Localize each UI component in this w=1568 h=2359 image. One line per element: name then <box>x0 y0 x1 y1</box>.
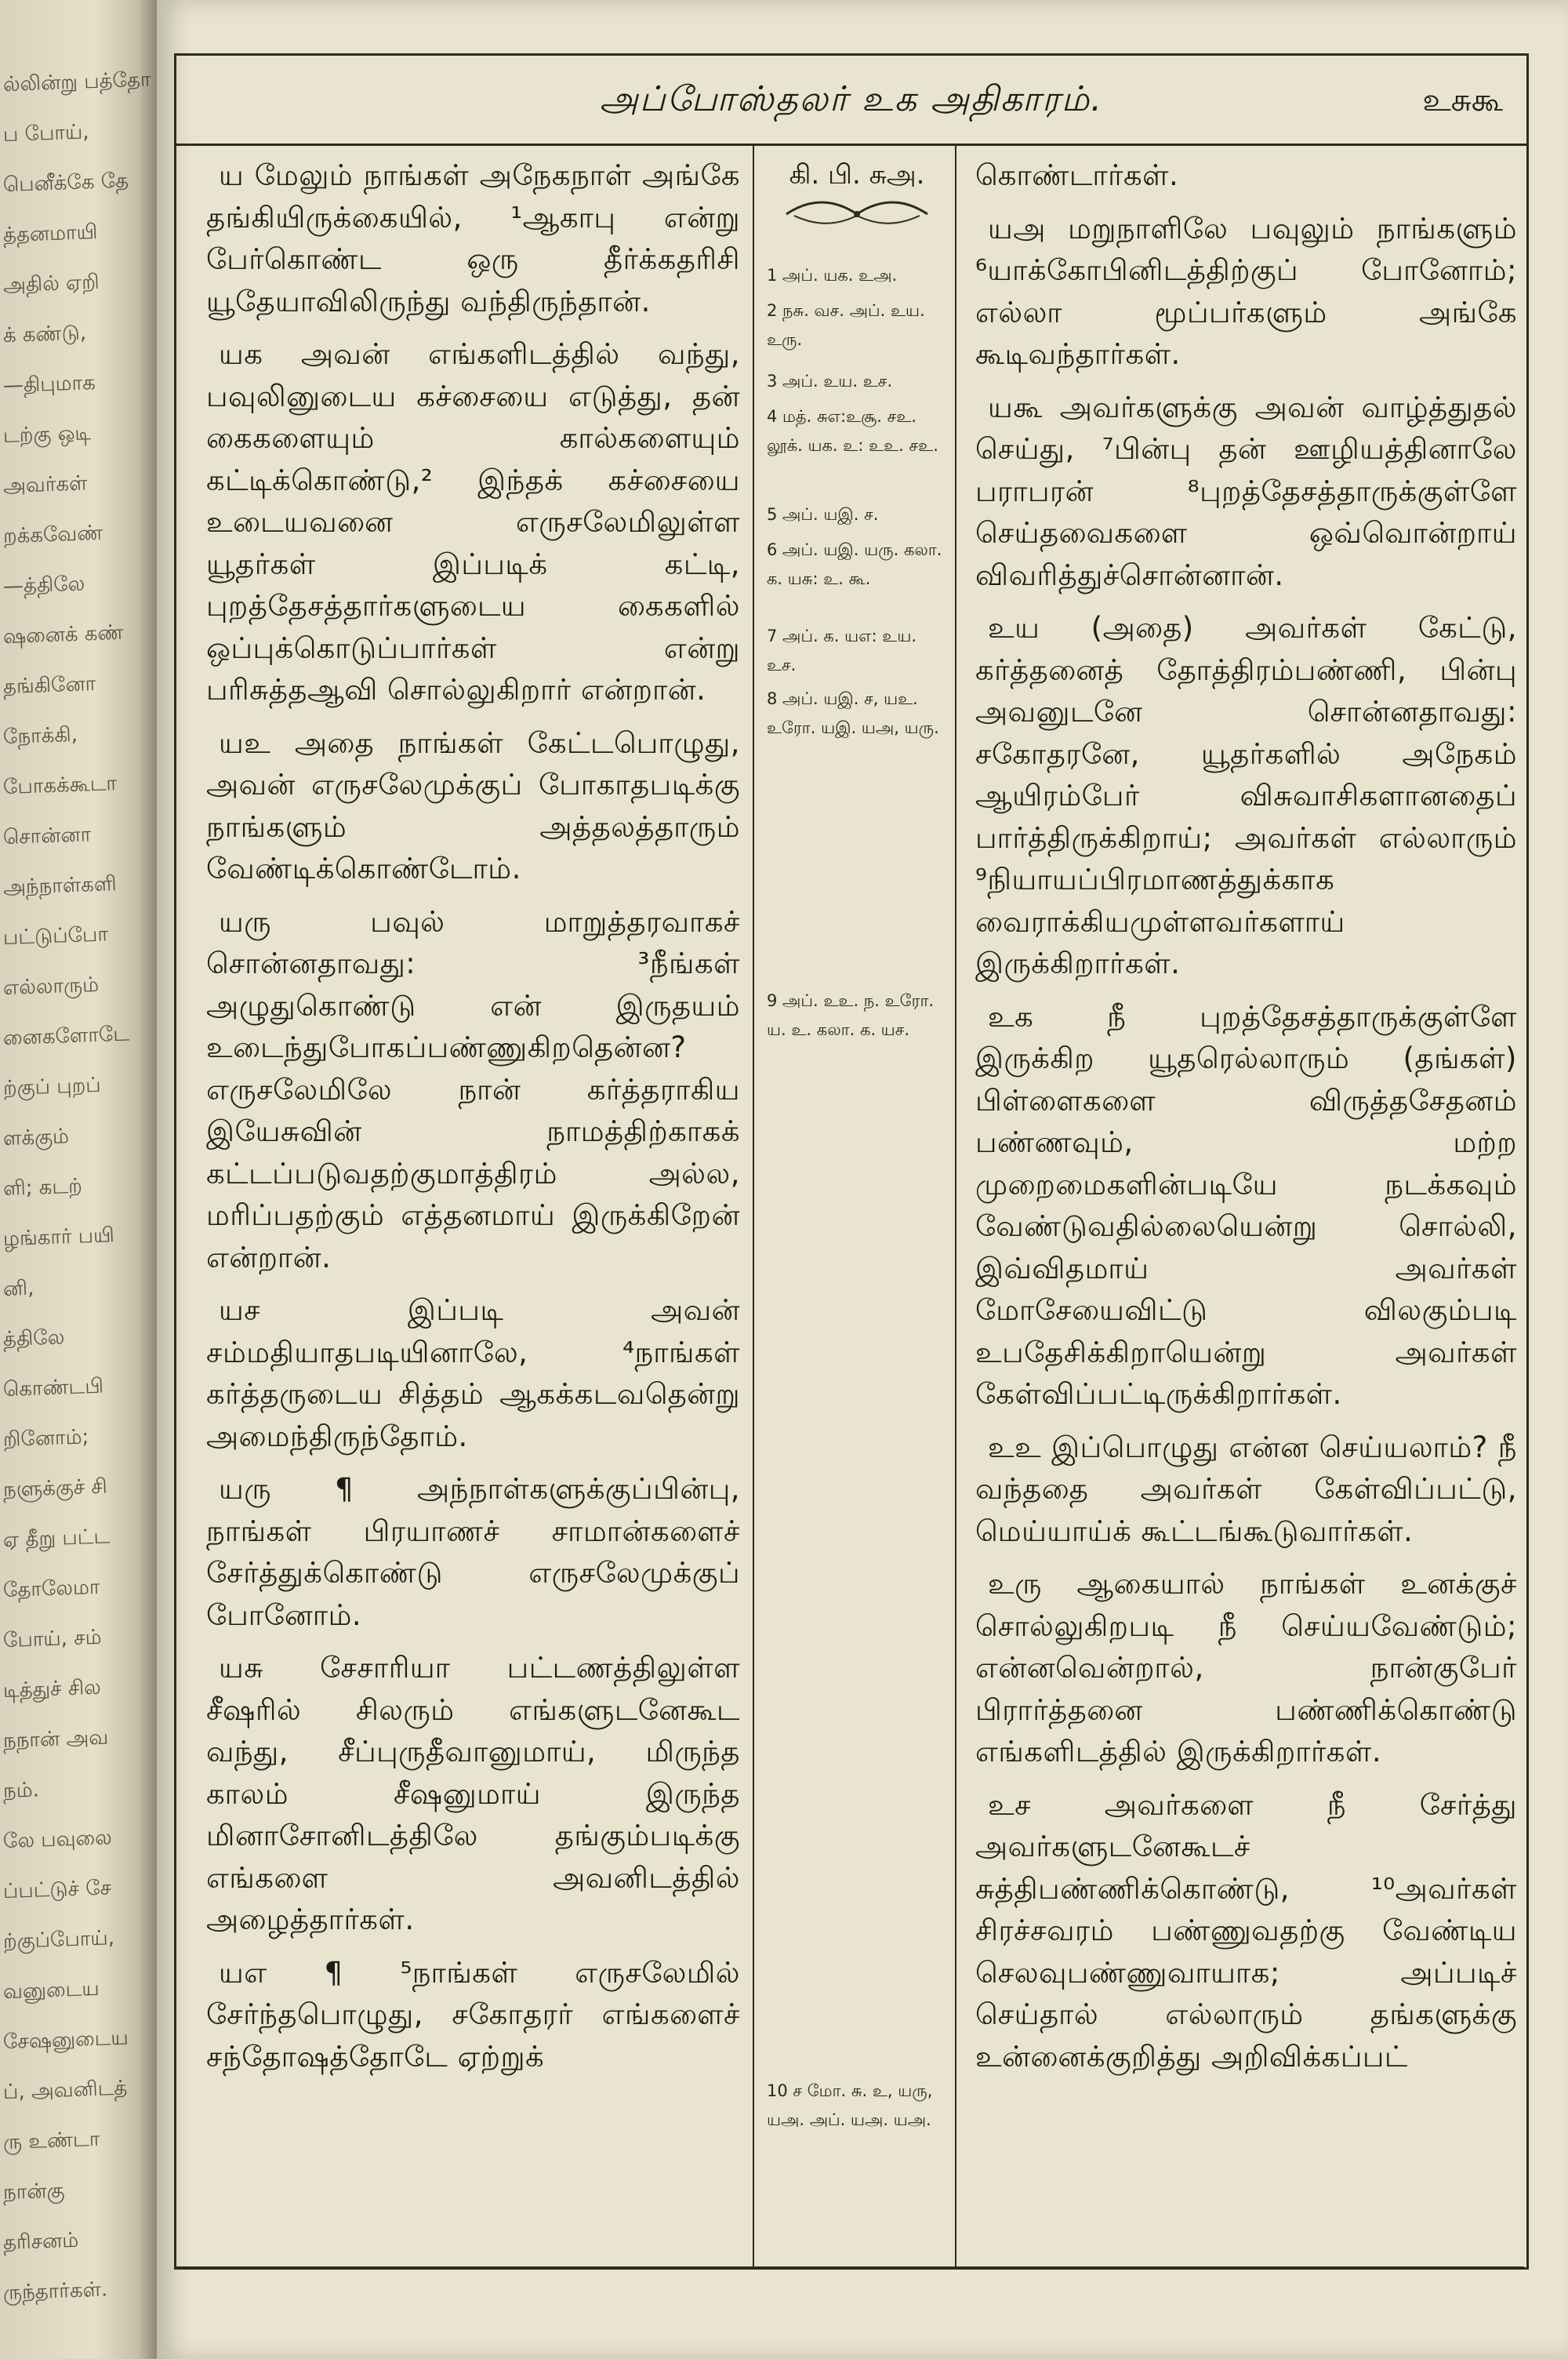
cross-reference: 9 அப். உஉ. ந. உரோ. ய. உ. கலா. க. யச. <box>767 991 935 1039</box>
cross-reference: 10 ச மோ. சு. உ, யரு, யஅ. அப். யஅ. யஅ. <box>767 2081 933 2129</box>
ornament-icon <box>779 198 935 230</box>
previous-page-text-fragment: அவர்கள் <box>2 471 88 499</box>
previous-page-text-fragment: சொன்னா <box>2 823 92 850</box>
verse-paragraph: யஎ ¶ ⁵நாங்கள் எருசலேமில் சேர்ந்தபொழுது, சகோதரர் எங்களைச் சந்தோஷத்தோடே ஏற்றுக் <box>206 1955 740 2074</box>
previous-page-text-fragment: றினோம்; <box>2 1425 89 1452</box>
verse-paragraph: யரு ¶ அந்நாள்களுக்குப்பின்பு, நாங்கள் பிரயாணச் சாமான்களைச் சேர்த்துக்கொண்டு எருசலேமுக்குப் போனோம். <box>206 1472 740 1632</box>
previous-page-text-fragment: எல்லாரும் <box>2 972 100 1001</box>
previous-page-text-fragment: ரு உண்டா <box>2 2127 100 2155</box>
previous-page-text-fragment: ல்லின்று பத்தோ <box>2 67 151 97</box>
book-page <box>157 0 1568 2359</box>
bottom-rule <box>174 2266 1524 2268</box>
previous-page-text-fragment: தோலேமா <box>2 1575 100 1603</box>
year-heading: கி. பி. சுஅ. <box>789 159 925 191</box>
verse-continuation: கொண்டார்கள். <box>975 158 1179 192</box>
previous-page-text-fragment: த்திலே <box>2 1325 65 1352</box>
cross-reference: 2 நசு. வச. அப். உய. உரு. <box>767 301 925 349</box>
verse-paragraph: யச இப்படி அவன் சம்மதியாதபடியினாலே, ⁴நாங்கள் கர்த்தருடைய சித்தம் ஆகக்கடவதென்று அமைந்திருந்தோம். <box>206 1293 740 1453</box>
verse-paragraph: யகூ அவர்களுக்கு அவன் வாழ்த்துதல் செய்து, ⁷பின்பு தன் ஊழியத்தினாலே பராபரன் ⁸புறத்தேசத்தாருக்குள்ளே செய்தவைகளை ஒவ்வொன்றாய் விவரித்துச்சொன்னான். <box>975 390 1517 592</box>
cross-reference: 7 அப். க. யஎ: உய. உச. <box>767 627 917 674</box>
previous-page-text-fragment: நம். <box>2 1778 40 1804</box>
verse-paragraph: உய (அதை) அவர்கள் கேட்டு, கர்த்தனைத் தோத்திரம்பண்ணி, பின்பு அவனுடனே சொன்னதாவது: சகோதரனே, யூதர்களில் அநேகம் ஆயிரம்பேர் விசுவாசிகளானதைப் பார்த்திருக்கிறாய்; அவர்கள் எல்லாரும் ⁹நியாயப்பிரமாணத்துக்காக வைராக்கியமுள்ளவர்களாய் இருக்கிறார்கள். <box>975 611 1517 980</box>
previous-page-text-fragment: போகக்கூடா <box>2 772 118 800</box>
cross-reference: 8 அப். யஇ. ச, யஉ. உரோ. யஇ. யஅ, யரு. <box>767 689 939 737</box>
page-number: உசுகூ <box>1422 82 1503 118</box>
previous-page-text-fragment: னி, <box>2 1276 34 1302</box>
verse-paragraph: யஉ அதை நாங்கள் கேட்டபொழுது, அவன் எருசலேமுக்குப் போகாதபடிக்கு நாங்களும் அத்தலத்தாரும் வேண்டிக்கொண்டோம். <box>206 725 740 885</box>
previous-page-text-fragment: தங்கினோ <box>2 672 96 700</box>
verse-paragraph: யசு சேசாரியா பட்டணத்திலுள்ள சீஷரில் சிலரும் எங்களுடனேகூட வந்து, சீப்புருதீவானுமாய், மிருந்த காலம் சீஷனுமாய் இருந்த மினாசோனிடத்திலே தங்கும்படிக்கு எங்களை அவனிடத்தில் அழைத்தார்கள். <box>206 1651 740 1936</box>
previous-page-text-fragment: க் கண்டு, <box>2 321 87 348</box>
previous-page-text-fragment: பெனீக்கே தே <box>2 169 129 198</box>
previous-page-text-fragment: டித்துச் சில <box>2 1675 102 1703</box>
previous-page-text-fragment: ழங்கார் பயி <box>2 1223 115 1252</box>
previous-page-text-fragment: அந்நாள்களி <box>2 872 118 900</box>
page-header <box>176 56 1526 146</box>
previous-page-text-fragment: வனுடைய <box>2 1976 100 2005</box>
cross-reference: 5 அப். யஇ. ச. <box>767 505 879 524</box>
verse-paragraph: உரு ஆகையால் நாங்கள் உனக்குச் சொல்லுகிறபடி நீ செய்யவேண்டும்; என்னவென்றால், நான்குபேர் பிரார்த்தனை பண்ணிக்கொண்டு எங்களிடத்தில் இருக்கிறார்கள். <box>975 1567 1517 1768</box>
previous-page-text-fragment: றக்கவேண் <box>2 521 103 549</box>
verse-paragraph: உஉ இப்பொழுது என்ன செய்யலாம்? நீ வந்ததை அவர்கள் கேள்விப்பட்டு, மெய்யாய்க் கூட்டங்கூடுவார்கள். <box>975 1430 1517 1548</box>
previous-page-text-fragment: போய், சம் <box>2 1625 102 1653</box>
right-text-column <box>958 144 1526 2267</box>
previous-page-text-fragment: பட்டுப்போ <box>2 922 109 951</box>
previous-page-text-fragment: ஏ தீறு பட்ட <box>2 1525 111 1553</box>
previous-page-text-fragment: —திபுமாக <box>2 371 96 398</box>
previous-page-text-fragment: ளக்கும் <box>2 1125 70 1151</box>
cross-reference: 1 அப். யக. உஅ. <box>767 266 898 285</box>
running-title: அப்போஸ்தலர் உக அதிகாரம். <box>599 79 1104 119</box>
previous-page-text-fragment: னைகளோடே <box>2 1022 130 1051</box>
previous-page-text-fragment: ற்குப் புறப் <box>2 1073 102 1101</box>
previous-page-text-fragment: தரிசனம் <box>2 2228 79 2255</box>
previous-page-text-fragment: ருந்தார்கள். <box>2 2277 108 2306</box>
cross-reference: 3 அப். உய. உச. <box>767 372 893 391</box>
previous-page-text-fragment: நோக்கி, <box>2 722 78 750</box>
cross-reference-column <box>753 144 956 2267</box>
previous-page-text-fragment: ஷனைக் கண் <box>2 620 124 649</box>
verse-paragraph: உச அவர்களை நீ சேர்த்து அவர்களுடனேகூடச் சுத்திபண்ணிக்கொண்டு, ¹⁰அவர்கள் சிரச்சவரம் பண்ணுவதற்கு வேண்டிய செலவுபண்ணுவாயாக; அப்படிச் செய்தால் எல்லாரும் தங்களுக்கு உன்னைக்குறித்து அறிவிக்கப்பட் <box>975 1787 1517 2074</box>
verse-paragraph: உக நீ புறத்தேசத்தாருக்குள்ளே இருக்கிற யூதரெல்லாரும் (தங்கள்) பிள்ளைகளை விருத்தசேதனம் பண்ணவும், மற்ற முறைமைகளின்படியே நடக்கவும் வேண்டுவதில்லையென்று சொல்லி, இவ்விதமாய் அவர்கள் மோசேயைவிட்டு விலகும்படி உபதேசிக்கிறாயென்று அவர்கள் கேள்விப்பட்டிருக்கிறார்கள். <box>975 999 1517 1411</box>
previous-page-text-fragment: ற்குப்போய், <box>2 1926 115 1954</box>
page-frame <box>174 53 1529 2270</box>
previous-page-text-fragment: ப போய், <box>2 120 90 147</box>
verse-paragraph: யரு பவுல் மாறுத்தரவாகச் சொன்னதாவது: ³நீங்கள் அழுதுகொண்டு என் இருதயம் உடைந்துபோகப்பண்ணுகிறதென்ன? எருசலேமிலே நான் கர்த்தராகிய இயேசுவின் நாமத்திற்காகக் கட்டப்படுவதற்குமாத்திரம் அல்ல, மரிப்பதற்கும் எத்தனமாய் இருக்கிறேன் என்றான். <box>206 904 740 1274</box>
cross-reference: 4 மத். சுஎ:உசூ. சஉ. லூக். யக. உ: உஉ. சஉ. <box>767 407 938 455</box>
verse-paragraph: ய மேலும் நாங்கள் அநேகநாள் அங்கே தங்கியிருக்கையில், ¹ஆகாபு என்று பேர்கொண்ட ஒரு தீர்க்கதரிசி யூதேயாவிலிருந்து வந்திருந்தான். <box>206 158 740 318</box>
previous-page-text-fragment: லே பவுலை <box>2 1826 113 1854</box>
previous-page-text-fragment: சேஷனுடைய <box>2 2026 129 2055</box>
verse-paragraph: யக அவன் எங்களிடத்தில் வந்து, பவுலினுடைய கச்சையை எடுத்து, தன் கைகளையும் கால்களையும் கட்டிக்கொண்டு,² இந்தக் கச்சையை உடையவனை எருசலேமிலுள்ள யூதர்கள் இப்படிக் கட்டி, புறத்தேசத்தார்களுடைய கைகளில் ஒப்புக்கொடுப்பார்கள் என்று பரிசுத்தஆவி சொல்லுகிறார் என்றான். <box>206 337 740 707</box>
previous-page-text-fragment: ளி; கடற் <box>2 1174 83 1201</box>
previous-page-text-fragment: ப், அவனிடத் <box>2 2076 128 2105</box>
previous-page-text-fragment: த்தனமாயி <box>2 220 98 248</box>
previous-page-text-fragment: நநான் அவ <box>2 1725 109 1754</box>
previous-page-text-fragment: ப்பட்டுச் சே <box>2 1876 112 1904</box>
previous-page-text-fragment: —த்திலே <box>2 572 85 599</box>
verse-paragraph: யஅ மறுநாளிலே பவுலும் நாங்களும் ⁶யாக்கோபினிடத்திற்குப் போனோம்; எல்லா மூப்பர்களும் அங்கே கூடிவந்தார்கள். <box>975 211 1517 371</box>
previous-page-text-fragment: டற்கு ஒடி <box>2 421 92 449</box>
previous-page-text-fragment: நான்கு <box>2 2179 65 2205</box>
cross-reference: 6 அப். யஇ. யரு. கலா. க. யசு: உ. கூ. <box>767 540 942 588</box>
previous-page-text-fragment: அதில் ஏறி <box>2 270 100 298</box>
previous-page-edge <box>0 0 157 2359</box>
left-text-column <box>176 144 753 2267</box>
previous-page-text-fragment: நளுக்குச் சி <box>2 1474 108 1503</box>
previous-page-text-fragment: கொண்டபி <box>2 1374 104 1402</box>
